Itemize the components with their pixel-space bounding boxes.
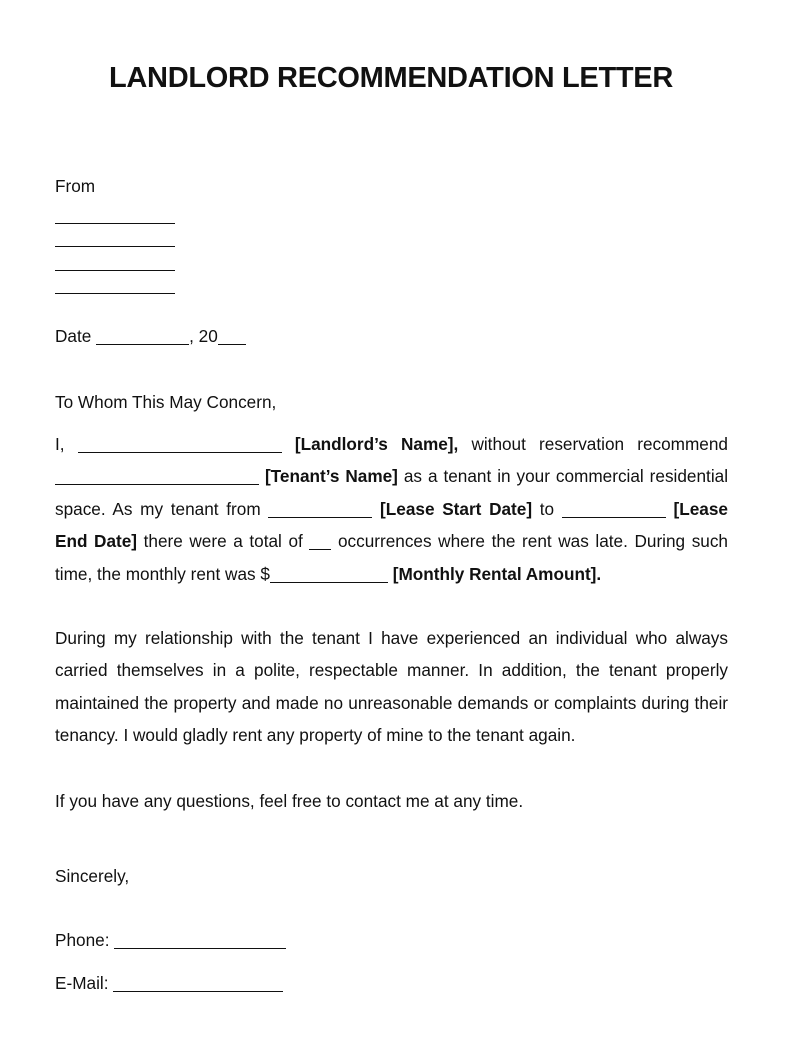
monthly-rent-blank[interactable]: [270, 565, 388, 583]
phone-label: Phone:: [55, 930, 110, 950]
late-occurrences-blank[interactable]: [309, 532, 331, 550]
p1-text-2: without reservation recommend: [471, 434, 728, 454]
from-blank-line-4[interactable]: [55, 271, 175, 295]
date-label: Date: [55, 326, 92, 346]
year-blank[interactable]: [218, 327, 246, 345]
salutation: To Whom This May Concern,: [55, 392, 277, 412]
paragraph-2: During my relationship with the tenant I have experienced an individual who always carried themselves in a polite, respectable manner. In addition, the tenant properly maintained the property and made no unreasonable demands or complaints during their tenancy. I would gladly rent any property of mine to the tenant again.: [55, 628, 728, 746]
from-label: From: [55, 176, 96, 196]
p1-text-5: there were a total of: [143, 531, 303, 552]
p1-text-6: occurrences where the rent was late. During such time, the monthly rent was $: [55, 531, 728, 584]
lease-end-blank[interactable]: [562, 500, 666, 518]
date-separator: , 20: [189, 326, 218, 346]
email-label: E-Mail:: [55, 973, 109, 993]
from-blank-line-2[interactable]: [55, 224, 175, 248]
landlord-name-placeholder: [Landlord’s Name],: [294, 434, 459, 454]
date-line: [55, 320, 728, 352]
p1-text-1: I,: [55, 434, 65, 454]
tenant-name-placeholder: [Tenant’s Name]: [264, 466, 398, 487]
phone-line: [55, 924, 728, 956]
paragraph-1: [55, 428, 728, 590]
from-address-blanks: [55, 200, 195, 294]
email-line: [55, 967, 728, 999]
lease-start-placeholder: [Lease Start Date]: [380, 498, 533, 519]
page-title: LANDLORD RECOMMENDATION LETTER: [109, 62, 673, 94]
monthly-rent-placeholder: [Monthly Rental Amount].: [392, 563, 602, 584]
from-blank-line-3[interactable]: [55, 247, 175, 271]
lease-end-placeholder: [Lease End Date]: [55, 498, 728, 552]
paragraph-3: If you have any questions, feel free to contact me at any time.: [55, 791, 524, 811]
phone-blank[interactable]: [114, 931, 286, 949]
closing: Sincerely,: [55, 866, 130, 886]
p1-text-4: to: [539, 498, 555, 519]
landlord-name-blank[interactable]: [78, 435, 282, 453]
tenant-name-blank[interactable]: [55, 467, 259, 485]
date-blank[interactable]: [96, 327, 189, 345]
lease-start-blank[interactable]: [268, 500, 372, 518]
from-blank-line-1[interactable]: [55, 200, 175, 224]
email-blank[interactable]: [113, 974, 283, 992]
p1-text-3: as a tenant in your commercial residential space. As my tenant from: [55, 466, 729, 519]
